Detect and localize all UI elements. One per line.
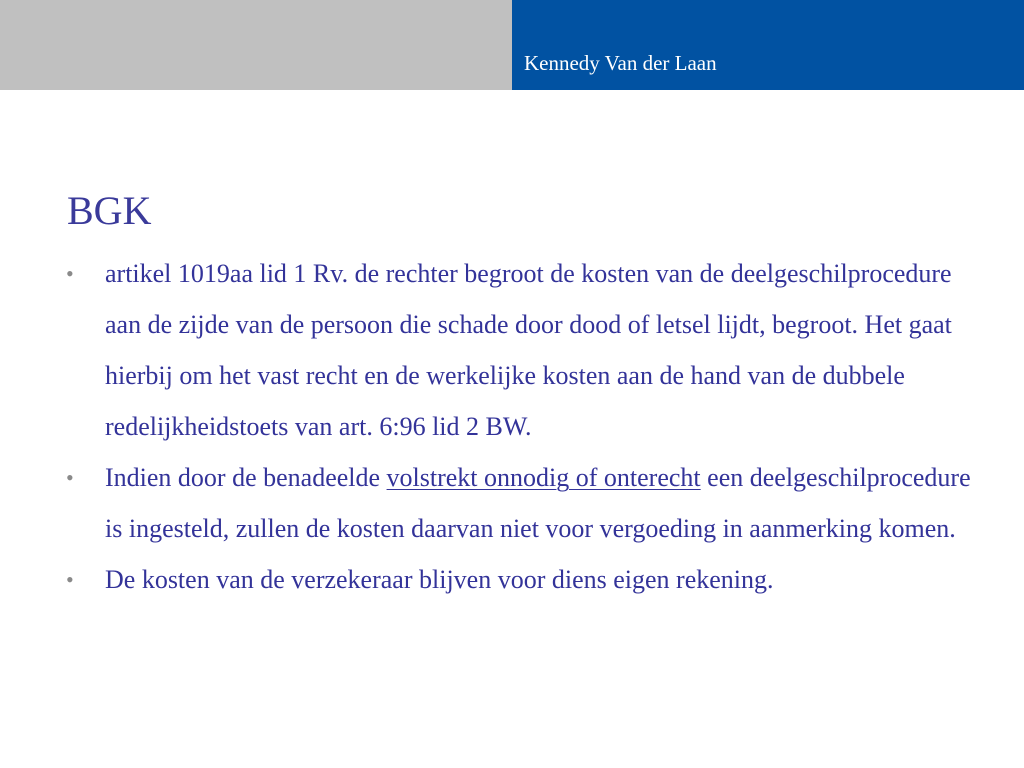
- bullet-text-before: Indien door de benadeelde: [105, 463, 387, 492]
- bullet-dot-icon: •: [66, 567, 74, 592]
- bullet-list: [0, 248, 1024, 605]
- bullet-item: [0, 452, 1024, 554]
- header-grey-band: [0, 0, 512, 90]
- bullet-text: De kosten van de verzekeraar blijven voor diens eigen rekening.: [105, 565, 774, 594]
- bullet-item: [0, 554, 1024, 605]
- header-blue-band: [512, 0, 1024, 90]
- bullet-text: artikel 1019aa lid 1 Rv. de rechter begroot de kosten van de deelgeschilprocedure aan de zijde van de persoon die schade door dood of letsel lijdt, begroot. Het gaat hierbij om het vast recht en de werkelijke kosten aan de hand van de dubbele redelijkheidstoets van art. 6:96 lid 2 BW.: [105, 259, 952, 441]
- bullet-text-after: een deelgeschilprocedure is ingesteld, zullen de kosten daarvan niet voor vergoeding in aanmerking komen.: [105, 463, 971, 543]
- bullet-text-underlined: volstrekt onnodig of onterecht: [386, 463, 701, 492]
- slide-title: BGK: [67, 188, 152, 233]
- bullet-dot-icon: •: [66, 465, 74, 490]
- bullet-dot-icon: •: [66, 261, 74, 286]
- brand-name: Kennedy Van der Laan: [524, 51, 717, 75]
- bullet-item: [0, 248, 1024, 452]
